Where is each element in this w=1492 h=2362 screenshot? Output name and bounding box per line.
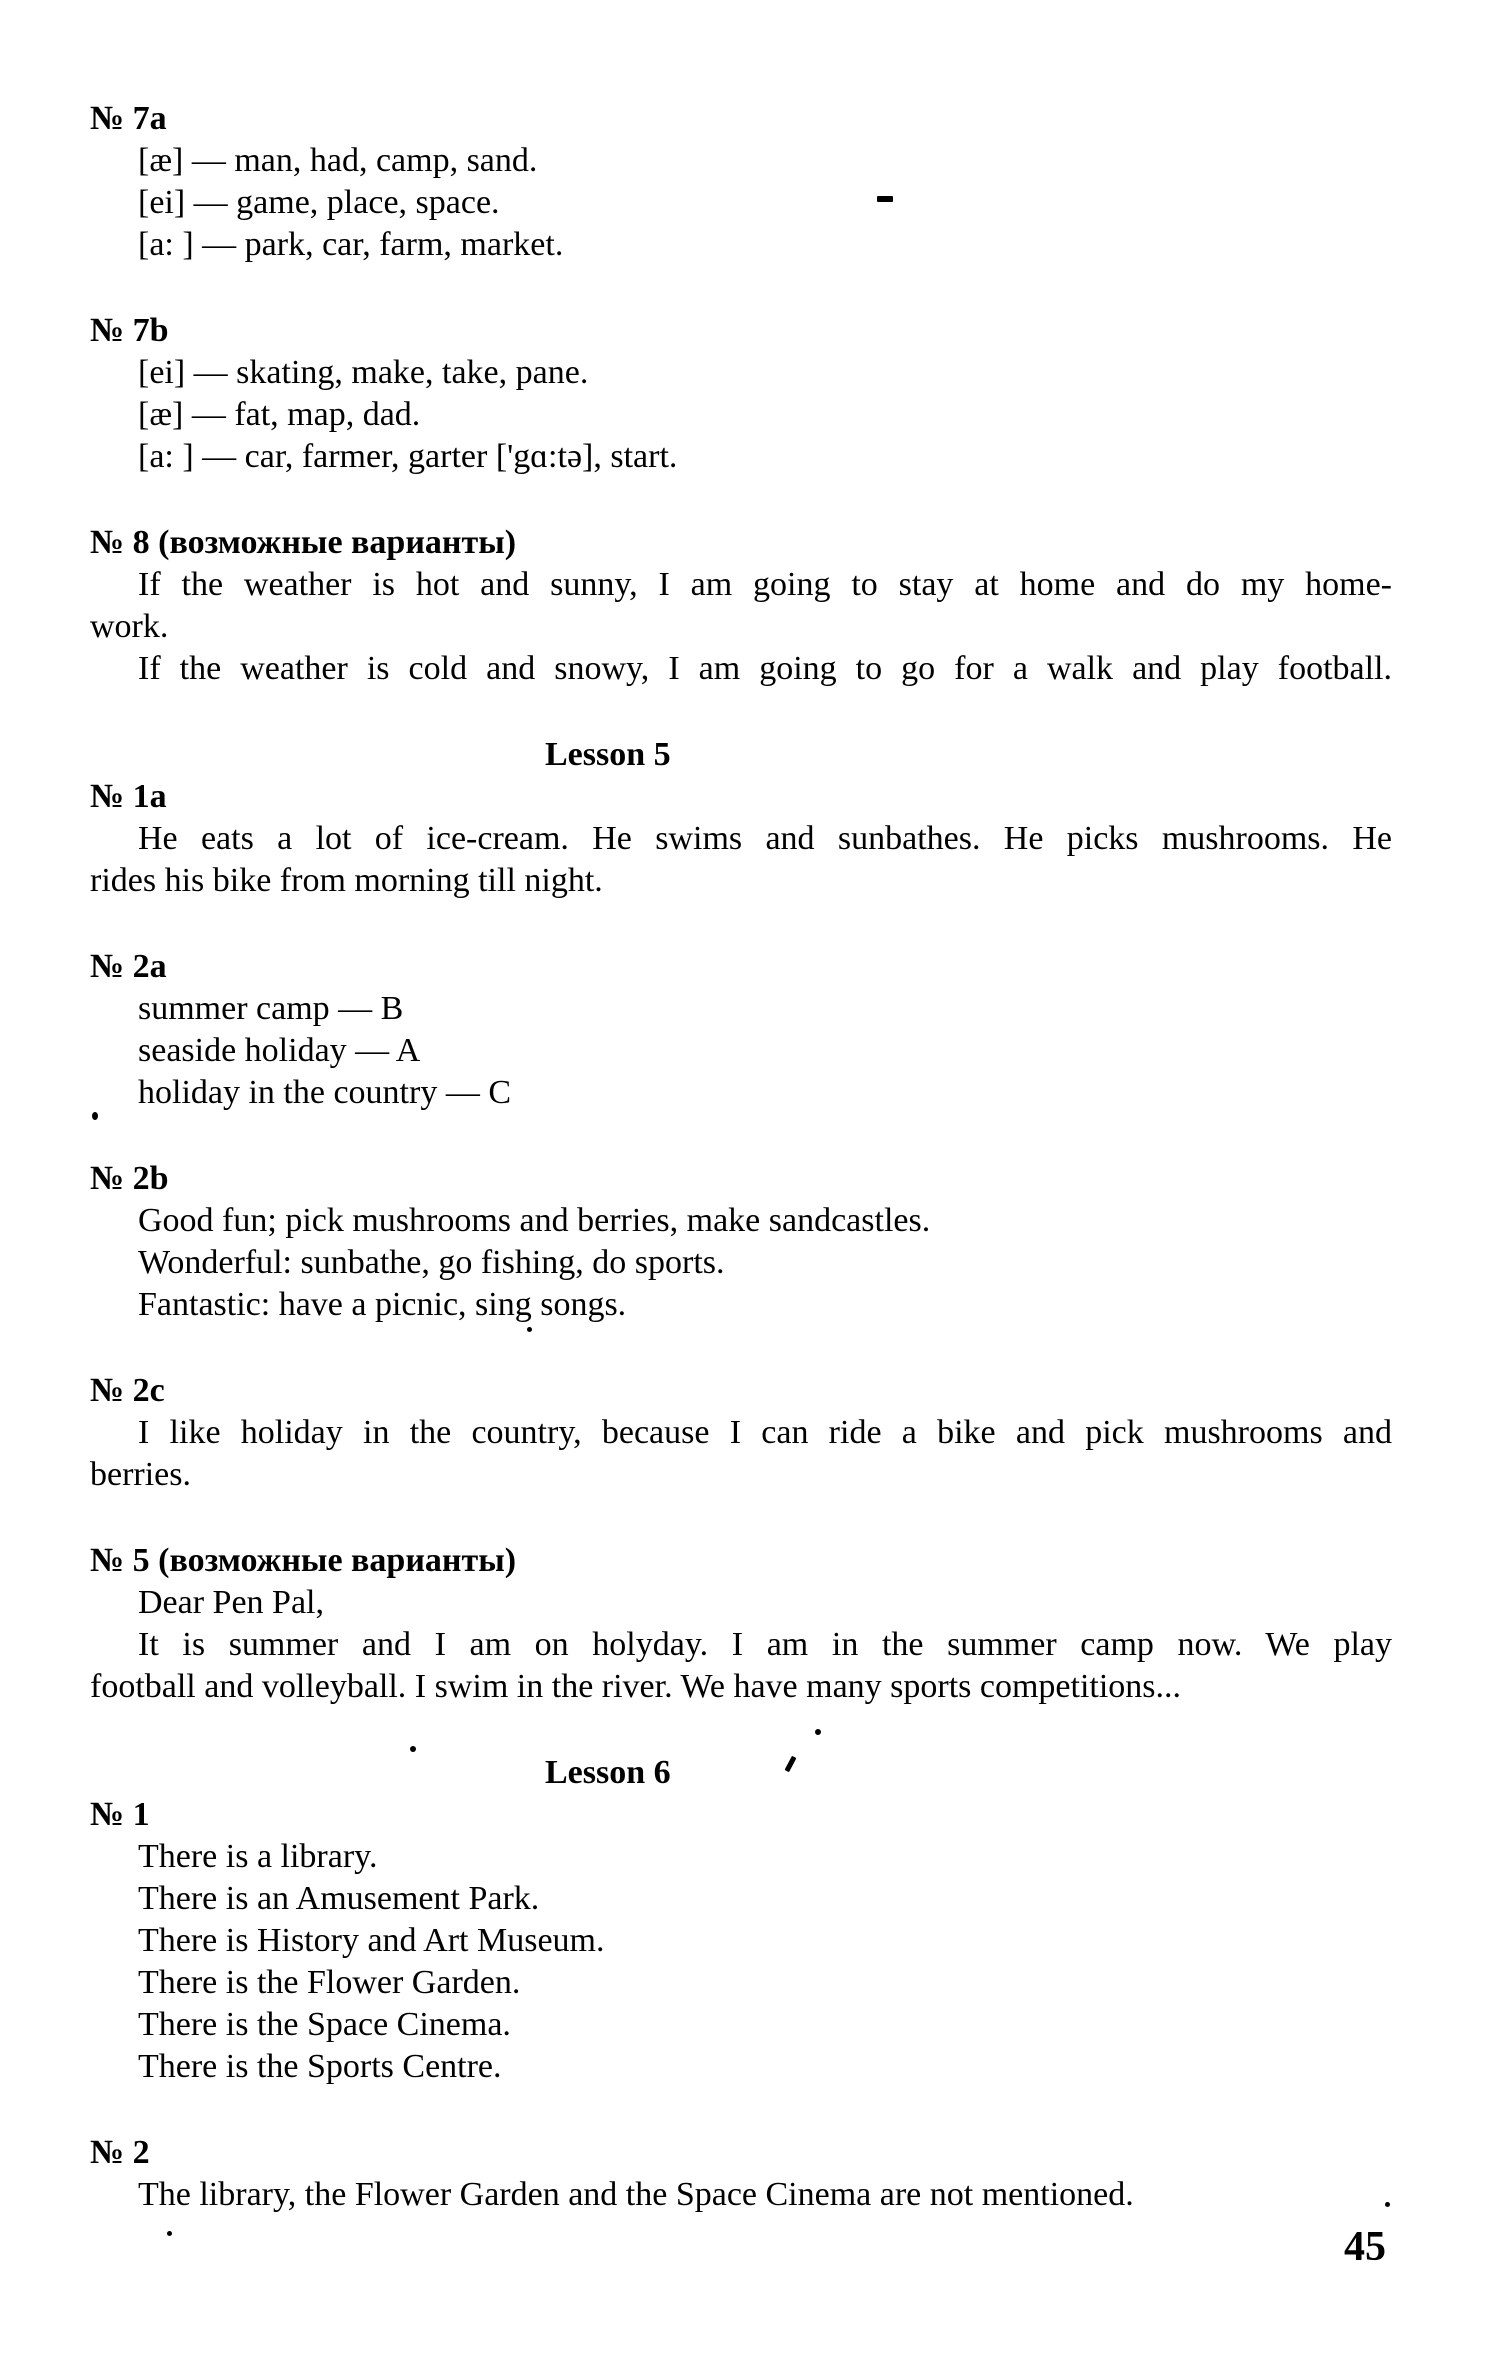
answer-line: [a: ] — park, car, farm, market. (138, 226, 564, 263)
answer-line: There is an Amusement Park. (138, 1880, 540, 1917)
answer-line: There is History and Art Museum. (138, 1922, 605, 1959)
lesson-5-heading: Lesson 5 (545, 736, 671, 773)
exercise-number-label: № 2c (90, 1372, 165, 1409)
answer-line: berries. (90, 1456, 192, 1493)
answer-line: Fantastic: have a picnic, sing songs. (138, 1286, 627, 1323)
answer-line: Dear Pen Pal, (138, 1584, 325, 1621)
exercise-number-label: № 1 (90, 1796, 150, 1833)
exercise-section-2a (90, 946, 1392, 1114)
answer-line: [a: ] — car, farmer, garter ['gɑ:tə], start. (138, 438, 678, 475)
exercise-section-5 (90, 1540, 1392, 1708)
page-number: 45 (1344, 2224, 1386, 2270)
answer-line: rides his bike from morning till night. (90, 862, 603, 899)
exercise-section-2b (90, 1158, 1392, 1326)
answer-line: Good fun; pick mushrooms and berries, make sandcastles. (138, 1202, 931, 1239)
scan-speck (1385, 2202, 1390, 2207)
answer-line: Wonderful: sunbathe, go fishing, do sports. (138, 1244, 725, 1281)
answer-line: I like holiday in the country, because I can ride a bike and pick mushrooms and (138, 1414, 1392, 1451)
exercise-section-7b (90, 310, 1392, 478)
exercise-number-label: № 2 (90, 2134, 150, 2171)
answer-line: There is the Flower Garden. (138, 1964, 521, 2001)
exercise-number-label: № 5 (возможные варианты) (90, 1542, 517, 1579)
exercise-section-1a (90, 776, 1392, 902)
exercise-number-label: № 7b (90, 312, 169, 349)
answer-line: If the weather is hot and sunny, I am going to stay at home and do my home- (138, 566, 1392, 603)
exercise-number-label: № 1a (90, 778, 167, 815)
answer-line: There is the Sports Centre. (138, 2048, 502, 2085)
exercise-number-label: № 2a (90, 948, 167, 985)
answer-line: There is the Space Cinema. (138, 2006, 511, 2043)
answer-line: There is a library. (138, 1838, 378, 1875)
exercise-number-label: № 2b (90, 1160, 169, 1197)
answer-line: The library, the Flower Garden and the Space Cinema are not mentioned. (138, 2176, 1134, 2213)
exercise-section-2 (90, 2132, 1392, 2216)
answer-line: seaside holiday — A (138, 1032, 421, 1069)
exercise-section-2c (90, 1370, 1392, 1496)
scan-speck (167, 2231, 172, 2236)
answer-line: holiday in the country — C (138, 1074, 512, 1111)
exercise-section-8 (90, 522, 1392, 690)
answer-line: [ei] — game, place, space. (138, 184, 500, 221)
scan-speck (527, 1327, 532, 1332)
answer-line: It is summer and I am on holyday. I am in the summer camp now. We play (138, 1626, 1392, 1663)
answer-line: work. (90, 608, 169, 645)
exercise-number-label: № 7a (90, 100, 167, 137)
scan-speck (92, 1112, 98, 1120)
answer-line: [æ] — fat, map, dad. (138, 396, 421, 433)
answer-line: If the weather is cold and snowy, I am going to go for a walk and play football. (138, 650, 1392, 687)
exercise-number-label: № 8 (возможные варианты) (90, 524, 517, 561)
answer-line: [æ] — man, had, camp, sand. (138, 142, 538, 179)
answer-line: summer camp — B (138, 990, 404, 1027)
answer-line: football and volleyball. I swim in the river. We have many sports competitions... (90, 1668, 1182, 1705)
scan-speck (815, 1729, 821, 1735)
exercise-section-7a (90, 98, 1392, 266)
lesson-6-heading: Lesson 6 (545, 1754, 671, 1791)
exercise-section-1 (90, 1794, 1392, 2088)
answer-line: [ei] — skating, make, take, pane. (138, 354, 589, 391)
scan-speck (410, 1746, 416, 1752)
answer-line: He eats a lot of ice-cream. He swims and sunbathes. He picks mushrooms. He (138, 820, 1392, 857)
scan-speck (877, 196, 893, 202)
text-column (90, 98, 1392, 2260)
